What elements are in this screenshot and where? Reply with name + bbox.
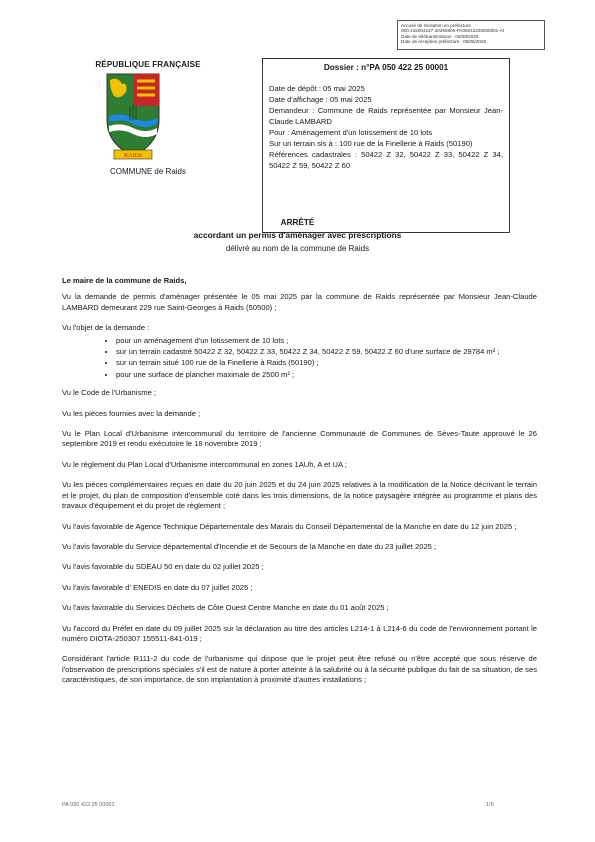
page-number: 1/5 <box>486 802 494 808</box>
dossier-line: Demandeur : Commune de Raids représentée par Monsieur Jean-Claude LAMBARD <box>269 106 503 126</box>
body-paragraph: Considérant l'article R111-2 du code de l'urbanisme qui dispose que le projet peut être refusé ou n'être accepté que sous réserve de l'observation de prescriptions spéciales s'il est de nature à porter atteinte à la salubrité ou à la sécurité publique du fait de sa situation, de ses caractéristiques, de son importance, de son implantation à proximité d'autres installations ; <box>62 654 537 685</box>
body-paragraph: Vu l'avis favorable de Agence Technique Départementale des Marais du Conseil Départemental de la Manche en date du 12 juin 2025 ; <box>62 521 517 531</box>
mayor-intro: Le maire de la commune de Raids, <box>62 276 187 285</box>
list-item: • pour un aménagement d'un lotissement de 10 lots ; <box>116 336 537 346</box>
decree-issuer: délivré au nom de la commune de Raids <box>225 244 370 253</box>
body-paragraph: Vu le règlement du Plan Local d'Urbanisme intercommunal en zones 1AUh, A et UA ; <box>62 459 347 469</box>
list-item: • pour une surface de plancher maximale de 2500 m² ; <box>116 370 537 380</box>
decree-body <box>62 276 537 696</box>
dossier-line: Date de dépôt : 05 mai 2025 <box>269 84 365 93</box>
dossier-line: Date d'affichage : 05 mai 2025 <box>269 95 372 104</box>
body-paragraph: Vu l'avis favorable du SDEAU 50 en date du 02 juillet 2025 ; <box>62 562 264 572</box>
body-paragraph: Vu l'avis favorable d' ENEDIS en date du 07 juillet 2025 ; <box>62 582 253 592</box>
list-item: • sur un terrain situé 100 rue de la Finellerie à Raids (50190) ; <box>116 358 537 368</box>
body-paragraph: Vu l'accord du Préfet en date du 09 juillet 2025 sur la déclaration au titre des articles L214-1 à L214-6 du code de l'environnement portant le numéro DIOTA-250307 155511-841-019 ; <box>62 623 537 643</box>
body-paragraph: Vu les pièces complémentaires reçues en date du 20 juin 2025 et du 24 juin 2025 relatives à la modification de la Notice décrivant le terrain et le projet, du plan de composition d'ensemble coté dans les trois dimensions, de la notice paysagère intégrée au programme et plans des travaux d'équipement et du projet de règlement ; <box>62 480 537 511</box>
commune-crest-icon <box>104 72 162 160</box>
stamp-line: Date de réception préfecture : 05/08/2025 <box>401 39 487 45</box>
decree-title: ARRÊTÉ <box>280 218 315 227</box>
request-object-list <box>62 336 537 381</box>
dossier-line: Pour : Aménagement d'un lotissement de 10 lots <box>269 128 433 137</box>
body-paragraph: Vu la demande de permis d'aménager présentée le 05 mai 2025 par la commune de Raids représentée par Monsieur Jean-Claude LAMBARD demeurant 229 rue Saint-Georges à Raids (50500) ; <box>62 292 537 312</box>
body-paragraph: Vu l'avis favorable du Services Déchets de Côte Ouest Centre Manche en date du 01 août 2025 ; <box>62 603 389 613</box>
republic-title: RÉPUBLIQUE FRANÇAISE <box>95 60 201 69</box>
commune-name: COMMUNE de Raids <box>109 167 186 176</box>
stamp-line: Date de télétransmission : 05/08/2025 <box>401 33 479 39</box>
dossier-details <box>269 83 503 171</box>
reception-stamp <box>397 20 545 50</box>
body-paragraph: Vu le Code de l'Urbanisme ; <box>62 388 157 398</box>
list-item: • sur un terrain cadastré 50422 Z 32, 50422 Z 33, 50422 Z 34, 50422 Z 59, 50422 Z 60 d'une surface de 29784 m² ; <box>116 347 537 357</box>
body-paragraph: Vu l'avis favorable du Service départemental d'Incendie et de Secours de la Manche en date du 23 juillet 2025 ; <box>62 541 437 551</box>
stamp-line: 050-215004227-20250805-PA05042225000001-AI <box>401 28 505 34</box>
crest-banner-text: RAIDS <box>123 153 143 159</box>
dossier-line: Références cadastrales : 50422 Z 32, 50422 Z 33, 50422 Z 34, 50422 Z 59, 50422 Z 60 <box>269 150 503 170</box>
dossier-title: Dossier : n°PA 050 422 25 00001 <box>323 63 449 72</box>
body-paragraph: Vu le Plan Local d'Urbanisme intercommunal du territoire de l'ancienne Communauté de Communes de Sèves-Taute approuvé le 26 septembre 2019 et rendu exécutoire le 18 novembre 2019 ; <box>62 429 537 449</box>
dossier-line: Sur un terrain sis à : 100 rue de la Finellerie à Raids (50190) <box>269 139 473 148</box>
stamp-line: Accusé de réception en préfecture <box>401 23 471 28</box>
body-paragraph: Vu les pièces fournies avec la demande ; <box>62 408 201 418</box>
dossier-box <box>262 58 510 233</box>
body-paragraph: Vu l'objet de la demande : <box>62 323 150 333</box>
footer-reference: PA 050 422 25 00001 <box>62 802 115 808</box>
decree-subtitle: accordant un permis d'aménager avec prescriptions <box>193 230 402 240</box>
